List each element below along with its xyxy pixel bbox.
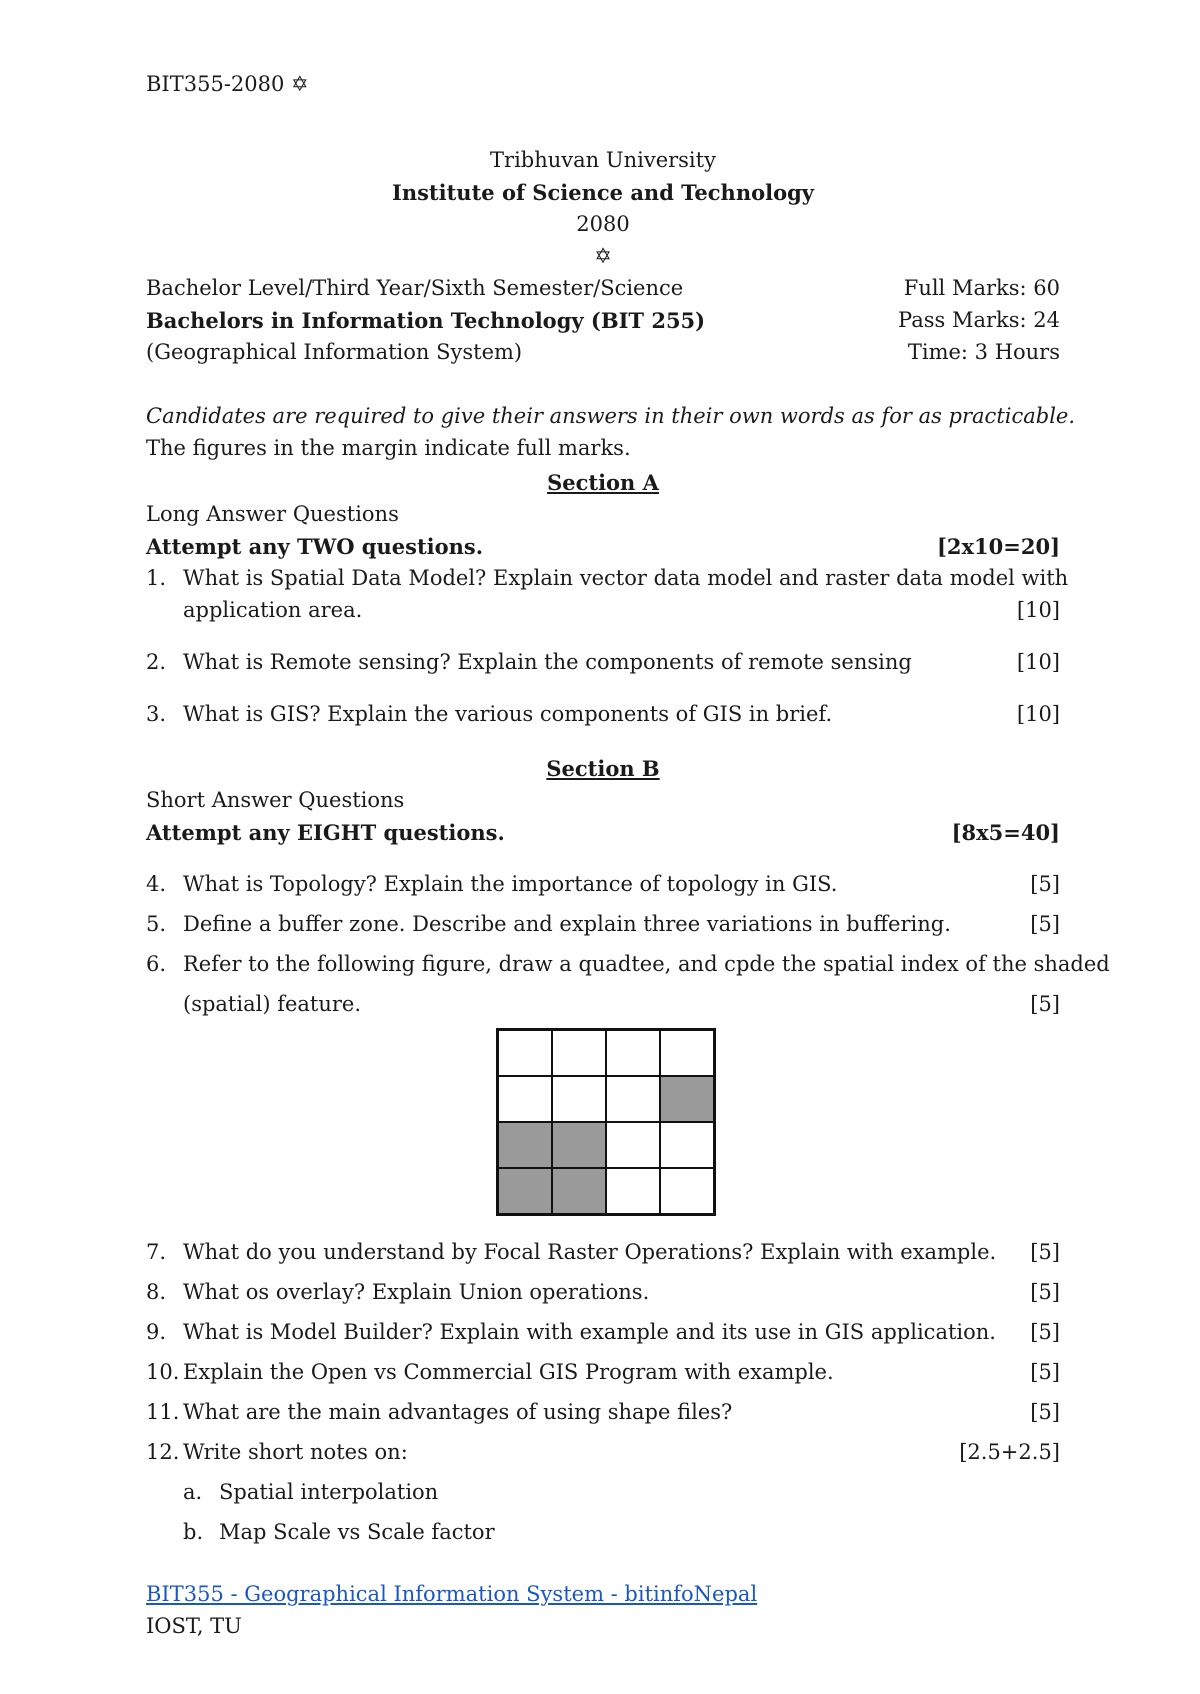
university-name: Tribhuvan University [490,148,716,172]
question-text-cont: (spatial) feature. [183,992,362,1016]
question-number: 3. [146,702,167,726]
grid-cell [660,1122,714,1168]
section-b-marks: [8x5=40] [951,820,1060,845]
grid-cell [552,1076,606,1122]
question-marks: [10] [1016,702,1060,726]
sub-item-a [183,1480,438,1504]
instruction-line-1: Candidates are required to give their answers in their own words as for as practicable. [146,404,1076,428]
question-marks: [10] [1016,650,1060,674]
question-text: Write short notes on: [183,1440,408,1464]
question-number: 6. [146,952,167,976]
question-marks: [2.5+2.5] [959,1440,1060,1464]
grid-cell [498,1030,552,1076]
institute-name: Institute of Science and Technology [392,180,814,205]
question-number: 8. [146,1280,167,1304]
question-marks: [5] [1030,1240,1060,1264]
question-1 [146,566,1069,630]
question-number: 1. [146,566,167,590]
section-a-subtitle: Long Answer Questions [146,502,399,526]
paper-code: BIT355-2080 ✡ [146,72,309,96]
question-marks: [5] [1030,1360,1060,1384]
sub-item-text: Map Scale vs Scale factor [219,1520,495,1544]
sub-item-text: Spatial interpolation [219,1480,439,1504]
grid-cell-shaded [552,1168,606,1214]
grid-cell [606,1168,660,1214]
question-text: Explain the Open vs Commercial GIS Program with example. [183,1360,834,1384]
question-number: 7. [146,1240,167,1264]
grid-cell [660,1030,714,1076]
question-marks: [5] [1030,1320,1060,1344]
question-number: 4. [146,872,167,896]
question-marks: [5] [1030,1280,1060,1304]
footer-link-row [146,1582,1060,1606]
star-symbol: ✡ [594,244,612,268]
section-a-title: Section A [547,470,659,495]
meta-row-2 [146,308,1060,333]
program-title: Bachelors in Information Technology (BIT 255) [146,308,706,333]
subject-title: (Geographical Information System) [146,340,523,364]
question-text: What is Spatial Data Model? Explain vector data model and raster data model with [183,566,1069,590]
level-text: Bachelor Level/Third Year/Sixth Semester/Science [146,276,684,300]
question-marks: [5] [1030,912,1060,936]
question-number: 11. [146,1400,180,1424]
question-number: 10. [146,1360,180,1384]
section-b-attempt-row [146,820,1060,845]
question-marks: [5] [1030,872,1060,896]
meta-row-3 [146,340,1060,364]
grid-cell-shaded [498,1168,552,1214]
question-text: Refer to the following figure, draw a quadtee, and cpde the spatial index of the shaded [183,952,1110,976]
question-marks: [5] [1030,1400,1060,1424]
question-text: What is Model Builder? Explain with example and its use in GIS application. [183,1320,996,1344]
question-text: What os overlay? Explain Union operations. [183,1280,650,1304]
section-b-title: Section B [546,756,660,781]
question-text: What do you understand by Focal Raster Operations? Explain with example. [183,1240,997,1264]
grid-cell [606,1122,660,1168]
footer-link[interactable]: BIT355 - Geographical Information System - bitinfoNepal [146,1582,758,1606]
exam-page [146,0,1110,1694]
section-b-subtitle: Short Answer Questions [146,788,405,812]
question-text: What is Topology? Explain the importance of topology in GIS. [183,872,838,896]
question-6 [146,952,1110,1024]
grid-cell-shaded [660,1076,714,1122]
question-text: What is GIS? Explain the various components of GIS in brief. [183,702,833,726]
exam-year: 2080 [576,212,630,236]
grid-cell-shaded [552,1122,606,1168]
question-text: Define a buffer zone. Describe and explain three variations in buffering. [183,912,951,936]
question-number: 5. [146,912,167,936]
grid-cell [660,1168,714,1214]
grid-cell [606,1030,660,1076]
raster-grid-figure [496,1028,716,1216]
question-text-cont: application area. [183,598,363,622]
question-number: 2. [146,650,167,674]
section-a-attempt-row [146,534,1060,559]
full-marks: Full Marks: 60 [903,276,1060,300]
exam-time: Time: 3 Hours [907,340,1060,364]
section-a-marks: [2x10=20] [936,534,1060,559]
footer-org: IOST, TU [146,1614,242,1638]
sub-item-b [183,1520,495,1544]
question-marks: [5] [1030,992,1060,1016]
question-number: 12. [146,1440,180,1464]
question-text: What are the main advantages of using shape files? [183,1400,733,1424]
section-a-attempt: Attempt any TWO questions. [146,534,484,559]
question-marks: [10] [1016,598,1060,622]
meta-row-1 [146,276,1060,300]
section-b-attempt: Attempt any EIGHT questions. [146,820,505,845]
question-number: 9. [146,1320,167,1344]
instruction-line-2: The figures in the margin indicate full marks. [146,436,631,460]
question-text: What is Remote sensing? Explain the components of remote sensing [183,650,912,674]
pass-marks: Pass Marks: 24 [898,308,1060,332]
grid-cell-shaded [498,1122,552,1168]
sub-item-letter: a. [183,1480,203,1504]
grid-cell [606,1076,660,1122]
sub-item-letter: b. [183,1520,204,1544]
grid-cell [552,1030,606,1076]
grid-cell [498,1076,552,1122]
